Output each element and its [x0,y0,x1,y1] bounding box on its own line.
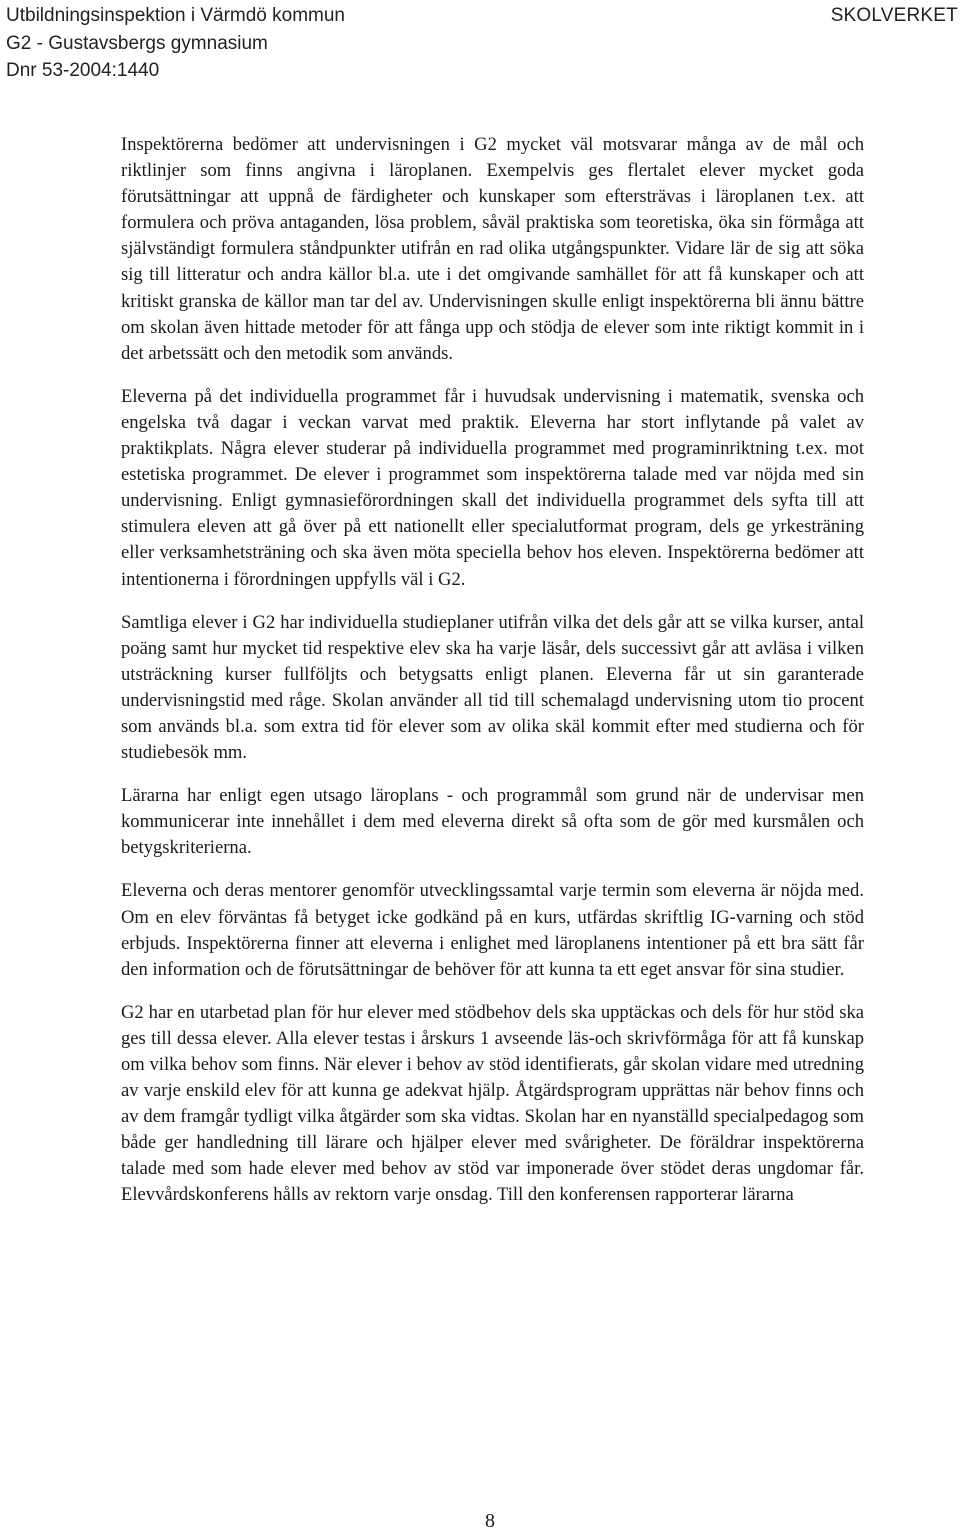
header-school: G2 - Gustavsbergs gymnasium [6,32,268,54]
paragraph: Inspektörerna bedömer att undervisningen i G2 mycket väl motsvarar många av de mål och riktlinjer som finns angivna i läroplanen. Exempelvis ges flertalet elever mycket goda förutsättningar att uppnå de färdigheter och kunskaper som eftersträvas i läroplanen t.ex. att formulera och pröva antaganden, lösa problem, såväl praktiska som teoretiska, öka sin förmåga att självständigt formulera ståndpunkter utifrån en rad olika utgångspunkter. Vidare lär de sig att söka sig till litteratur och andra källor bl.a. ute i det omgivande samhället för att få kunskaper och att kritiskt granska de källor man tar del av. Undervisningen skulle enligt inspektörerna bli ännu bättre om skolan även hittade metoder för att fånga upp och stödja de elever som inte riktigt kommit in i det arbetssätt och den metodik som används. [121,134,864,364]
header-title: Utbildningsinspektion i Värmdö kommun [6,5,345,26]
page-header [0,0,960,90]
paragraph: Lärarna har enligt egen utsago läroplans - och programmål som grund när de undervisar men kommunicerar inte innehållet i dem med eleverna direkt så ofta som de gör med kursmålen och betygskriterierna. [121,785,864,859]
header-agency: SKOLVERKET [830,5,958,26]
paragraph: Eleverna och deras mentorer genomför utvecklingssamtal varje termin som eleverna är nöjda med. Om en elev förväntas få betyget icke godkänd på en kurs, utfärdas skriftlig IG-varning och stöd erbjuds. Inspektörerna finner att eleverna i enlighet med läroplanens intentioner på ett bra sätt får den information och de förutsättningar de behöver för att kunna ta ett eget ansvar för sina studier. [121,880,864,980]
paragraph: G2 har en utarbetad plan för hur elever med stödbehov dels ska upptäckas och dels för hur stöd ska ges till dessa elever. Alla elever testas i årskurs 1 avseende läs-och skrivförmåga för att få kunskap om vilka behov som finns. När elever i behov av stöd identifierats, går skolan vidare med utredning av varje enskild elev för att kunna ge adekvat hjälp. Åtgärdsprogram upprättas när behov finns och av dem framgår tydligt vilka åtgärder som ska vidtas. Skolan har en nyanställd specialpedagog som både ger handledning till lärare och hjälper elever med svårigheter. De föräldrar inspektörerna talade med som hade elever med behov av stöd var imponerade över stödet deras ungdomar får. Elevvårdskonferens hålls av rektorn varje onsdag. Till den konferensen rapporterar lärarna [121,1001,864,1206]
paragraph: Samtliga elever i G2 har individuella studieplaner utifrån vilka det dels går att se vilka kurser, antal poäng samt hur mycket tid respektive elev ska ha varje läsår, dels successivt går att avläsa i vilken utsträckning kurser fullföljts och betygsatts enligt planen. Eleverna får ut sin garanterade undervisningstid med råge. Skolan använder all tid till schemalagd undervisning utom tio procent som används bl.a. som extra tid för elever som av olika skäl kommit efter med studierna och för studiebesök mm. [121,611,864,764]
header-meta [6,2,345,85]
page-number: 8 [485,1510,495,1532]
header-reference-number: Dnr 53-2004:1440 [6,60,160,81]
document-body [121,132,864,1226]
paragraph: Eleverna på det individuella programmet får i huvudsak undervisning i matematik, svenska och engelska två dagar i veckan varvat med praktik. Eleverna har stort inflytande på valet av praktikplats. Några elever studerar på individuella programmet med programinriktning t.ex. mot estetiska programmet. De elever i programmet som inspektörerna talade med var nöjda med sin undervisning. Enligt gymnasieförordningen skall det individuella programmet dels syfta till att stimulera eleven att gå över på ett nationellt eller specialutformat program, dels ge yrkesträning eller verksamhetsträning och ska även möta speciella behov hos eleven. Inspektörerna bedömer att intentionerna i förordningen uppfylls väl i G2. [121,385,864,590]
